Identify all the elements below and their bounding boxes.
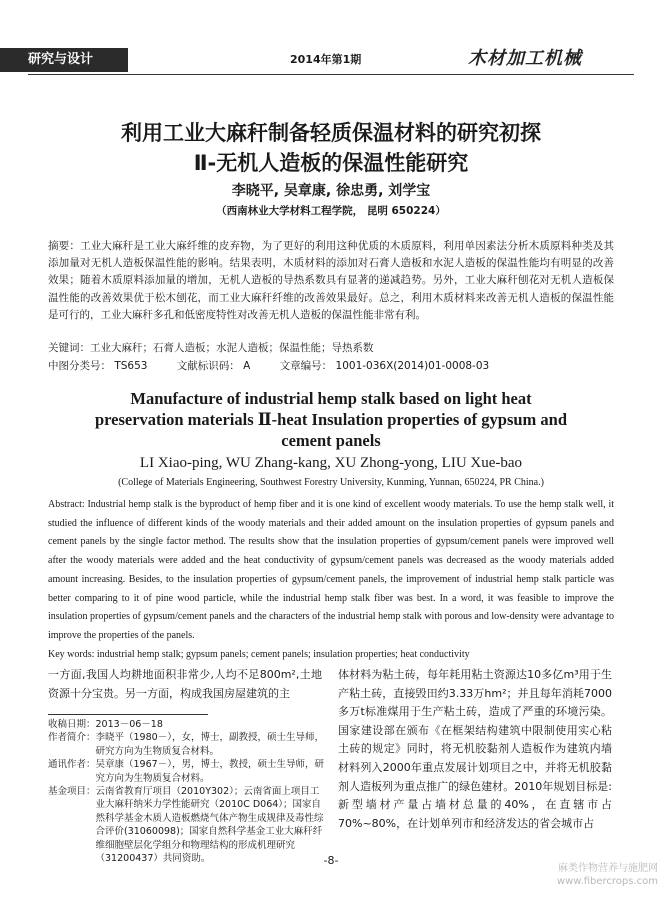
authors-cn: 李晓平, 吴章康, 徐忠勇, 刘学宝 (231, 183, 431, 199)
article-number: 文章编号： 1001-036X(2014)01-0008-03 (279, 360, 490, 372)
note-received-label: 收稿日期： (48, 719, 96, 730)
authors-en: LI Xiao-ping, WU Zhang-kang, XU Zhong-yong, LIU Xue-bao (139, 455, 523, 471)
classification-row (48, 358, 614, 374)
keywords-cn (48, 340, 614, 357)
body-left-column: 一方面,我国人均耕地面积非常少,人均不足800m²,土地资源十分宝贵。另一方面，构成我国房屋建筑的主 (48, 668, 322, 700)
abstract-en (48, 496, 614, 646)
note-corresponding-author-text: 吴章康（1967－），男，博士，教授，硕士生导师，研究方向为生物质复合材料。 (95, 759, 324, 784)
note-received (48, 718, 328, 731)
watermark-line-2: www.fibercrops.com (556, 876, 658, 887)
keywords-cn-label: 关键词： (48, 342, 90, 354)
journal-logo: 木材加工机械 (468, 48, 582, 69)
note-author-bio-text: 李晓平（1980－），女，博士，副教授，硕士生导师，研究方向为生物质复合材料。 (95, 732, 324, 757)
title-en-line-2: preservation materials Ⅱ-heat Insulation properties of gypsum and (94, 410, 568, 429)
header-divider (28, 74, 634, 75)
note-corresponding-author (48, 758, 328, 785)
title-cn (40, 118, 622, 178)
title-en (30, 388, 632, 451)
affiliation-cn: （西南林业大学材料工程学院， 昆明 650224） (216, 205, 446, 217)
footnotes (48, 718, 328, 865)
section-tag: 研究与设计 (0, 48, 128, 72)
footnote-divider (48, 714, 208, 715)
note-funding-label: 基金项目： (48, 786, 96, 798)
note-received-text: 2013－06－18 (95, 719, 163, 730)
abstract-cn-label: 摘要： (48, 240, 81, 252)
keywords-en-text: industrial hemp stalk; gypsum panels; cement panels; insulation properties; heat conductivity (96, 649, 470, 660)
keywords-en (48, 649, 614, 660)
note-author-bio-label: 作者简介： (48, 732, 96, 744)
document-code: 文献标识码： A (176, 360, 251, 372)
title-cn-line-2: Ⅱ-无机人造板的保温性能研究 (193, 151, 469, 175)
keywords-cn-text: 工业大麻秆；石膏人造板；水泥人造板；保温性能；导热系数 (90, 342, 374, 354)
note-corresponding-author-label: 通讯作者： (48, 759, 96, 771)
abstract-cn (48, 238, 614, 324)
watermark (528, 862, 658, 888)
keywords-en-label: Key words: (48, 649, 95, 660)
abstract-en-text: Industrial hemp stalk is the byproduct of hemp fiber and it is one kind of excellent woody materials. To use the hemp stalk well, it studied the influence of different kinds of the woody materials and their added amount on the insulation properties of gypsum panels and cement panels by the single factor method. The results show that the insulation properties of gypsum/cement panels were improved well after the woody materials were added and the heat conductivity of gypsum/cement panels was decreased as the woody materials added amount increasing. Besides, to the insulation properties of gypsum/cement panels, the improvement of industrial hemp stalk particle was better comparing to it of pine wood particle, while the industrial hemp stalk fiber was best. In a word, it was feasible to improve the insulation properties of gypsum/cement panels and the characters of the industrial hemp stalk with porous and low-density were advantage to improve the properties of the panels. (48, 499, 614, 641)
watermark-line-1: 麻类作物营养与施肥网 (558, 863, 658, 874)
abstract-en-label: Abstract: (48, 499, 85, 510)
note-funding-text: 云南省教育厅项目（2010Y302）；云南省面上项目工业大麻秆纳米力学性能研究（2010C D064）；国家自然科学基金木质人造板燃烧气体产物生成规律及毒性综合评价(31060098)；国家自然科学基金工业大麻秆纤维细胞壁层化学组分和物理结构的形成机理研究（31200437）共同资助。 (95, 786, 324, 865)
clc-number: 中图分类号： TS653 (48, 360, 148, 372)
title-cn-line-1: 利用工业大麻秆制备轻质保温材料的研究初探 (121, 121, 541, 145)
body-right-column: 体材料为粘土砖，每年耗用粘土资源达10多亿m³用于生产粘土砖，直接毁田约3.33万hm²；并且每年消耗7000多万t标准煤用于生产粘土砖，造成了严重的环境污染。国家建设部在颁布《在框架结构建筑中限制使用实心粘土砖的规定》同时，将无机胶黏剂人造板作为建筑内墙材料列入2000年重点发展计划项目之中，并将无机胶黏剂人造板列为重点推广的绿色建材。2010年规划目标是:新型墙材产量占墙材总量的40%，在直辖市占70%~80%，在计划单列市和经济发达的省会城市占 (338, 668, 612, 830)
title-en-line-3: cement panels (281, 431, 381, 450)
abstract-cn-text: 工业大麻秆是工业大麻纤维的皮弃物，为了更好的利用这种优质的木质原料，利用单因素法分析木质原料种类及其添加量对无机人造板保温性能的影响。结果表明，木质材料的添加对石膏人造板和水泥人造板的保温性能均有明显的改善效果；随着木质原料添加量的增加，无机人造板的导热系数具有显著的递减趋势。另外，工业大麻秆刨花对无机人造板保温性能的改善效果优于松木刨花，而工业大麻秆纤维的改善效果最好。总之，利用木质材料来改善无机人造板的保温性能是可行的，工业大麻秆多孔和低密度特性对改善无机人造板的保温性能非常有利。 (48, 240, 615, 321)
issue-label: 2014年第1期 (290, 53, 362, 66)
page-number: -8- (323, 854, 339, 867)
title-en-line-1: Manufacture of industrial hemp stalk based on light heat (130, 389, 532, 408)
affiliation-en: (College of Materials Engineering, Southwest Forestry University, Kunming, Yunnan, 650224, PR China.) (118, 477, 544, 488)
note-author-bio (48, 731, 328, 758)
